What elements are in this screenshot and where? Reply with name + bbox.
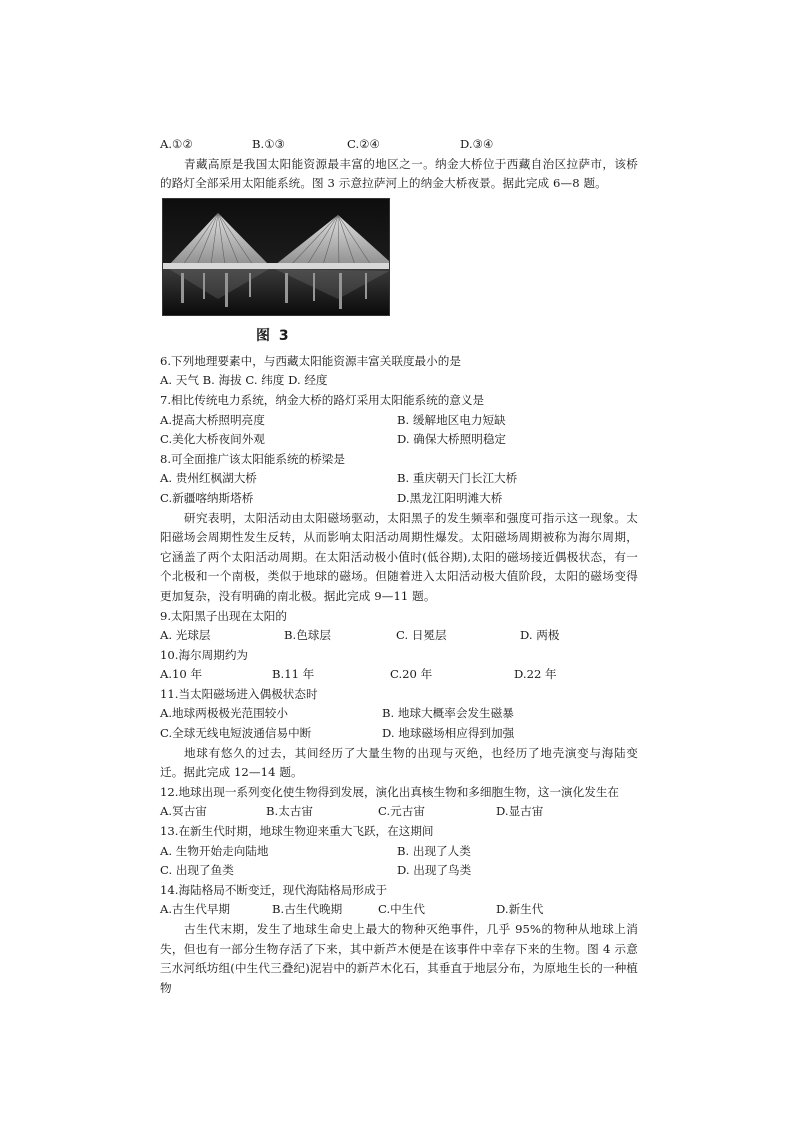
q10-stem: 10.海尔周期约为 bbox=[160, 647, 249, 662]
q11-option-b: B. 地球大概率会发生磁暴 bbox=[382, 706, 514, 721]
q12-option-c: C.元古宙 bbox=[378, 804, 425, 819]
q11-option-a: A.地球两极极光范围较小 bbox=[160, 706, 288, 721]
q9-option-d: D. 两极 bbox=[520, 628, 560, 643]
q11-options-row1 bbox=[160, 704, 638, 724]
q13-stem: 13.在新生代时期，地球生物迎来重大飞跃，在这期间 bbox=[160, 824, 434, 839]
q12-stem: 12.地球出现一系列变化使生物得到发展，演化出真核生物和多细胞生物，这一演化发生在 bbox=[160, 784, 620, 799]
q5-option-a: A.①② bbox=[160, 137, 193, 151]
q13-options-row1 bbox=[160, 842, 638, 862]
q10-option-a: A.10 年 bbox=[160, 667, 203, 682]
q7-stem: 7.相比传统电力系统，纳金大桥的路灯采用太阳能系统的意义是 bbox=[160, 392, 485, 407]
passage-earth-history: 地球有悠久的过去，其间经历了大量生物的出现与灭绝，也经历了地壳演变与海陆变迁。据此完成 12—14 题。 bbox=[160, 745, 638, 780]
q9-stem: 9.太阳黑子出现在太阳的 bbox=[160, 608, 287, 623]
q8-option-c: C.新疆喀纳斯塔桥 bbox=[160, 490, 254, 505]
q6-stem: 6.下列地理要素中，与西藏太阳能资源丰富关联度最小的是 bbox=[160, 353, 461, 368]
q7-option-d: D. 确保大桥照明稳定 bbox=[397, 432, 507, 447]
q5-options bbox=[160, 135, 638, 155]
q5-option-c: C.②④ bbox=[347, 137, 380, 151]
q7-option-c: C.美化大桥夜间外观 bbox=[160, 432, 265, 447]
q12-option-b: B.太古宙 bbox=[266, 804, 313, 819]
q13-options-row2 bbox=[160, 861, 638, 881]
q10-option-d: D.22 年 bbox=[514, 667, 557, 682]
q12-option-a: A.冥古宙 bbox=[160, 804, 207, 819]
document-page bbox=[160, 135, 638, 998]
q8-stem: 8.可全面推广该太阳能系统的桥梁是 bbox=[160, 451, 345, 466]
q14-option-d: D.新生代 bbox=[496, 902, 544, 917]
bridge-night-photo bbox=[162, 198, 390, 316]
q11-stem: 11.当太阳磁场进入偶极状态时 bbox=[160, 686, 318, 701]
q5-option-b: B.①③ bbox=[252, 137, 285, 151]
q8-option-b: B. 重庆朝天门长江大桥 bbox=[397, 471, 518, 486]
q11-options-row2 bbox=[160, 724, 638, 744]
q9-options bbox=[160, 626, 638, 646]
q11-option-d: D. 地球磁场相应得到加强 bbox=[382, 726, 515, 741]
q7-option-b: B. 缓解地区电力短缺 bbox=[397, 412, 506, 427]
q10-option-c: C.20 年 bbox=[390, 667, 433, 682]
q8-options-row2 bbox=[160, 489, 638, 509]
q11-option-c: C.全球无线电短波通信易中断 bbox=[160, 726, 312, 741]
q10-options bbox=[160, 665, 638, 685]
q8-options-row1 bbox=[160, 469, 638, 489]
q13-option-c: C. 出现了鱼类 bbox=[160, 863, 234, 878]
q6-options: A. 天气 B. 海拔 C. 纬度 D. 经度 bbox=[160, 373, 328, 388]
passage-solar-energy: 青藏高原是我国太阳能资源最丰富的地区之一。纳金大桥位于西藏自治区拉萨市，该桥的路灯全部采用太阳能系统。图 3 示意拉萨河上的纳金大桥夜景。据此完成 6—8 题。 bbox=[160, 156, 638, 191]
q9-option-c: C. 日冕层 bbox=[396, 628, 447, 643]
q14-option-a: A.古生代早期 bbox=[160, 902, 231, 917]
passage-solar-magnetic: 研究表明，太阳活动由太阳磁场驱动，太阳黑子的发生频率和强度可指示这一现象。太阳磁场会周期性发生反转，从而影响太阳活动周期性爆发。太阳磁场周期被称为海尔周期，它涵盖了两个太阳活动周期。在太阳活动极小值时(低谷期),太阳的磁场接近偶极状态，有一个北极和一个南极，类似于地球的磁场。但随着进入太阳活动极大值阶段，太阳的磁场变得更加复杂，没有明确的南北极。据此完成 9—11 题。 bbox=[160, 510, 638, 603]
q13-option-b: B. 出现了人类 bbox=[397, 843, 471, 858]
q9-option-b: B.色球层 bbox=[284, 628, 331, 643]
q13-option-a: A. 生物开始走向陆地 bbox=[160, 843, 269, 858]
q10-option-b: B.11 年 bbox=[272, 667, 315, 682]
q8-option-d: D.黑龙江阳明滩大桥 bbox=[397, 490, 503, 505]
q9-option-a: A. 光球层 bbox=[160, 628, 211, 643]
passage-extinction: 古生代末期，发生了地球生命史上最大的物种灭绝事件，几乎 95%的物种从地球上消失，但也有一部分生物存活了下来，其中新芦木便是在该事件中幸存下来的生物。图 4 示意三水河纸坊组(中生代三叠纪)泥岩中的新芦木化石，其垂直于地层分布，为原地生长的一种植物 bbox=[160, 922, 638, 995]
q13-option-d: D. 出现了鸟类 bbox=[397, 863, 472, 878]
q7-options-row2 bbox=[160, 430, 638, 450]
q12-option-d: D.显古宙 bbox=[496, 804, 544, 819]
q12-options bbox=[160, 802, 638, 822]
q5-option-d: D.③④ bbox=[460, 137, 494, 151]
figure-3-photo bbox=[162, 198, 392, 316]
q14-option-c: C.中生代 bbox=[378, 902, 425, 917]
q14-option-b: B.古生代晚期 bbox=[272, 902, 343, 917]
q7-options-row1 bbox=[160, 411, 638, 431]
q14-options bbox=[160, 900, 638, 920]
figure-caption: 图 3 bbox=[256, 327, 291, 344]
q7-option-a: A.提高大桥照明亮度 bbox=[160, 412, 265, 427]
q14-stem: 14.海陆格局不断变迁，现代海陆格局形成于 bbox=[160, 882, 388, 897]
q8-option-a: A. 贵州红枫湖大桥 bbox=[160, 471, 257, 486]
